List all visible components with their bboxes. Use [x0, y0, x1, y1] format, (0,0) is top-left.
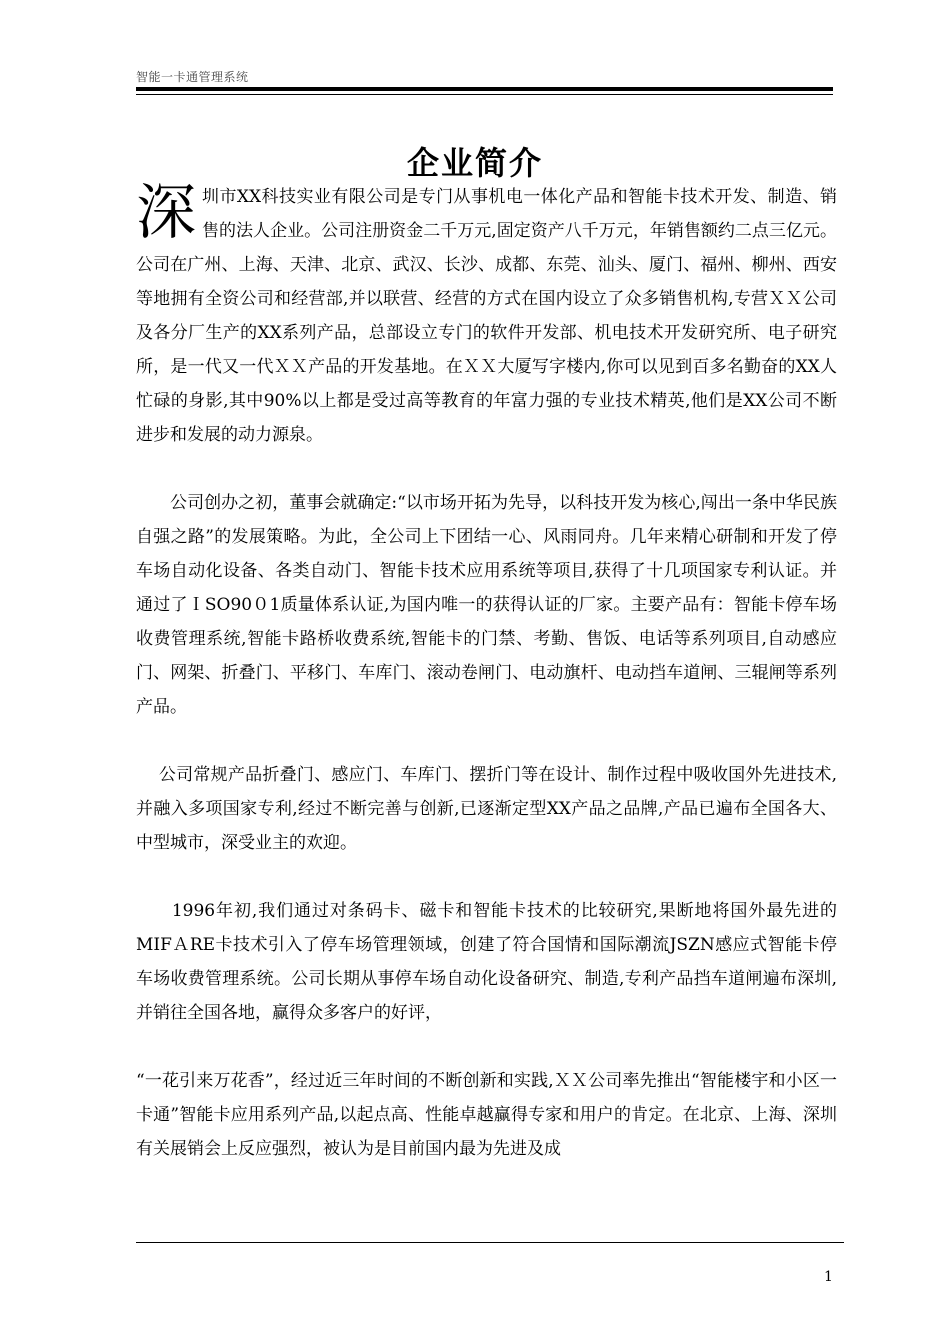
- running-header: 智能一卡通管理系统: [136, 70, 249, 84]
- paragraph-5: “一花引来万花香”，经过近三年时间的不断创新和实践,ＸＸ公司率先推出“智能楼宇和小区一卡通”智能卡应用系列产品,以起点高、性能卓越赢得专家和用户的肯定。在北京、上海、深圳有关展销会上反应强烈，被认为是目前国内最为先进及成: [136, 1071, 837, 1159]
- drop-cap: 深: [136, 178, 196, 248]
- header-rule-thin: [136, 94, 833, 95]
- header-rule-thick: [136, 87, 833, 91]
- page-number: 1: [824, 1269, 833, 1285]
- footer-rule: [136, 1242, 844, 1243]
- paragraph-3: 公司常规产品折叠门、感应门、车库门、摆折门等在设计、制作过程中吸收国外先进技术,并融入多项国家专利,经过不断完善与创新,已逐渐定型XX产品之品牌,产品已遍布全国各大、中型城市，深受业主的欢迎。: [136, 765, 837, 853]
- page-title: 企业简介: [406, 144, 543, 182]
- body-text: [136, 180, 837, 1166]
- paragraph-1-text: 圳市XX科技实业有限公司是专门从事机电一体化产品和智能卡技术开发、制造、销售的法人企业。公司注册资金二千万元,固定资产八千万元，年销售额约二点三亿元。公司在广州、上海、天津、北京、武汉、长沙、成都、东莞、汕头、厦门、福州、柳州、西安等地拥有全资公司和经营部,并以联营、经营的方式在国内设立了众多销售机构,专营ＸＸ公司及各分厂生产的XX系列产品，总部设立专门的软件开发部、机电技术开发研究所、电子研究所，是一代又一代ＸＸ产品的开发基地。在ＸＸ大厦写字楼内,你可以见到百多名勤奋的XX人忙碌的身影,其中90%以上都是受过高等教育的年富力强的专业技术精英,他们是XX公司不断进步和发展的动力源泉。: [136, 187, 837, 445]
- paragraph-4: 1996年初,我们通过对条码卡、磁卡和智能卡技术的比较研究,果断地将国外最先进的MIFＡRE卡技术引入了停车场管理领域，创建了符合国情和国际潮流JSZN感应式智能卡停车场收费管理系统。公司长期从事停车场自动化设备研究、制造,专利产品挡车道闸遍布深圳,并销往全国各地，赢得众多客户的好评，: [136, 901, 837, 1023]
- paragraph-2: 公司创办之初，董事会就确定:“以市场开拓为先导，以科技开发为核心,闯出一条中华民族自强之路”的发展策略。为此，全公司上下团结一心、风雨同舟。几年来精心研制和开发了停车场自动化设备、各类自动门、智能卡技术应用系统等项目,获得了十几项国家专利认证。并通过了ＩSO90０1质量体系认证,为国内唯一的获得认证的厂家。主要产品有：智能卡停车场收费管理系统,智能卡路桥收费系统,智能卡的门禁、考勤、售饭、电话等系列项目,自动感应门、网架、折叠门、平移门、车库门、滚动卷闸门、电动旗杆、电动挡车道闸、三辊闸等系列产品。: [136, 493, 837, 717]
- paragraph-1: [136, 180, 837, 452]
